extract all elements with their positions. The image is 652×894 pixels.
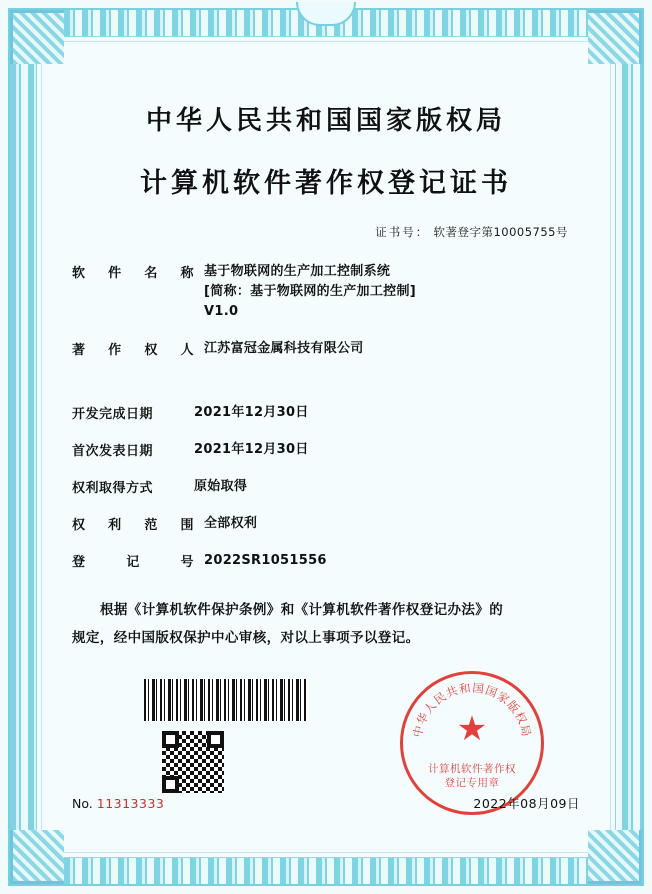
barcode [144,679,308,721]
serial-number [72,796,164,811]
issue-date: 2022年08月09日 [473,796,580,811]
field-value: 原始取得 [194,478,248,494]
field-value-line: V1.0 [204,304,239,320]
serial-number-value: 11313333 [96,796,165,811]
field-label: 权利范围 [72,517,194,533]
codes-area [72,679,580,799]
field-row-rights-acquisition [72,477,580,497]
section-spacer [72,377,580,403]
field-value: 江苏富冠金属科技有限公司 [204,341,364,357]
field-row-development-date [72,403,580,423]
field-row-copyright-owner [72,339,580,359]
field-row-first-publication-date [72,440,580,460]
serial-number-label: No. [72,796,93,811]
field-value-line: [简称：基于物联网的生产加工控制] [204,284,416,300]
field-value: 2022SR1051556 [204,553,327,569]
legal-statement [72,597,580,652]
field-row-software-name [72,262,580,322]
field-value [204,262,580,322]
field-list [72,262,580,571]
certificate-number-value: 软著登字第10005755号 [433,225,568,239]
official-seal: 中华人民共和国国家版权局 ★ 计算机软件著作权 登记专用章 [400,671,544,815]
field-label: 著作权人 [72,343,194,359]
seal-line-1: 计算机软件著作权 [428,762,516,775]
field-value: 全部权利 [204,515,258,531]
field-label: 登记号 [72,555,194,571]
field-label: 首次发表日期 [72,443,154,459]
seal-lines [403,762,541,790]
qr-code [162,731,224,793]
field-value-line: 基于物联网的生产加工控制系统 [204,264,391,279]
field-label: 开发完成日期 [72,406,154,422]
certificate-number-row [72,224,580,240]
field-value: 2021年12月30日 [194,441,309,457]
seal-line-2: 登记专用章 [444,776,500,789]
certificate-content [46,46,606,848]
field-label: 权利取得方式 [72,480,154,496]
legal-statement-line-1: 根据《计算机软件保护条例》和《计算机软件著作权登记办法》的 [100,602,504,619]
field-value: 2021年12月30日 [194,404,309,420]
issuing-authority-title: 中华人民共和国国家版权局 [145,106,506,136]
qr-finder-pattern [162,776,179,793]
field-label: 软件名称 [72,266,194,281]
certificate-title: 计算机软件著作权登记证书 [140,168,512,199]
field-row-rights-scope [72,514,580,534]
certificate-footer [72,794,580,812]
legal-statement-line-2: 规定，经中国版权保护中心审核，对以上事项予以登记。 [72,629,420,646]
seal-arc-text-content: 中华人民共和国国家版权局 [410,680,534,739]
field-row-registration-number [72,551,580,571]
certificate-number-label: 证书号： [375,225,430,239]
